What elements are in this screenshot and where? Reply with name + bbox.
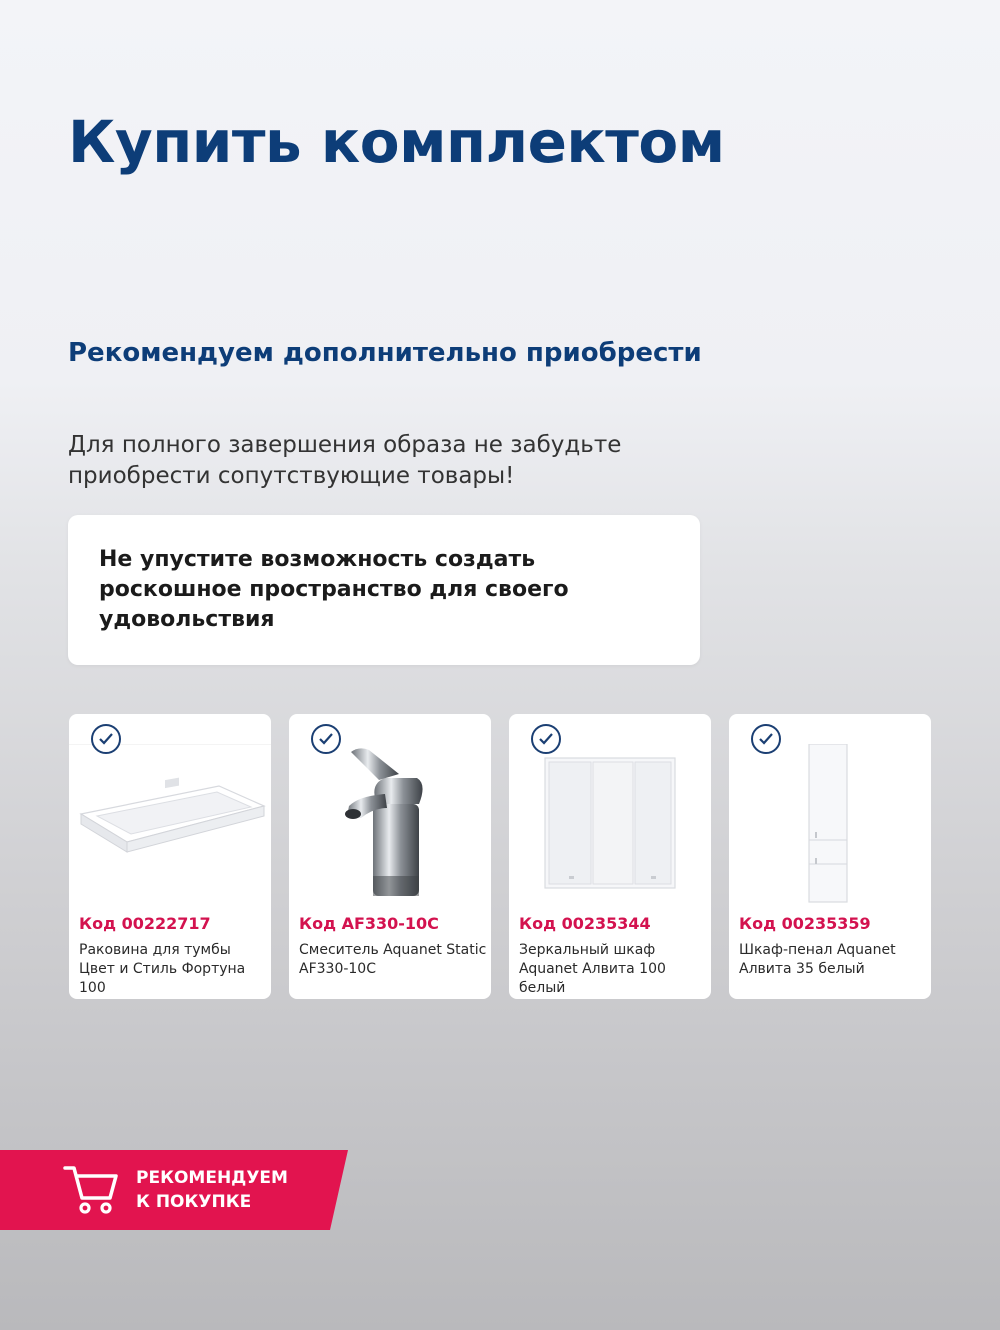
product-name[interactable]: Раковина для тумбы Цвет и Стиль Фортуна 100 <box>79 942 246 996</box>
product-code: Код AF330-10C <box>299 914 439 933</box>
product-card[interactable] <box>729 714 931 999</box>
product-card[interactable] <box>289 714 491 999</box>
check-icon[interactable] <box>531 724 561 754</box>
cart-icon <box>62 1160 120 1218</box>
badge-line-2: К ПОКУПКЕ <box>136 1192 252 1212</box>
product-image <box>69 744 271 906</box>
product-code: Код 00222717 <box>79 914 211 933</box>
product-code: Код 00235359 <box>739 914 871 933</box>
promo-box <box>68 515 700 665</box>
promo-text: Не упустите возможность создать роскошное пространство для своего удовольствия <box>99 547 569 632</box>
product-image <box>509 744 711 906</box>
check-icon[interactable] <box>311 724 341 754</box>
product-name[interactable]: Шкаф-пенал Aquanet Алвита 35 белый <box>739 942 896 977</box>
check-icon[interactable] <box>91 724 121 754</box>
product-card[interactable] <box>509 714 711 999</box>
check-icon[interactable] <box>751 724 781 754</box>
product-image <box>289 744 491 906</box>
product-name[interactable]: Смеситель Aquanet Static AF330-10C <box>299 942 487 977</box>
product-name[interactable]: Зеркальный шкаф Aquanet Алвита 100 белый <box>519 942 666 996</box>
section-subtitle: Рекомендуем дополнительно приобрести <box>68 338 702 368</box>
product-code: Код 00235344 <box>519 914 651 933</box>
page-title: Купить комплектом <box>68 108 725 176</box>
badge-line-1: РЕКОМЕНДУЕМ <box>136 1168 288 1188</box>
description-text: Для полного завершения образа не забудьте приобрести сопутствующие товары! <box>68 432 622 489</box>
product-image <box>729 744 931 906</box>
product-card[interactable] <box>69 714 271 999</box>
badge-text <box>136 1166 336 1214</box>
